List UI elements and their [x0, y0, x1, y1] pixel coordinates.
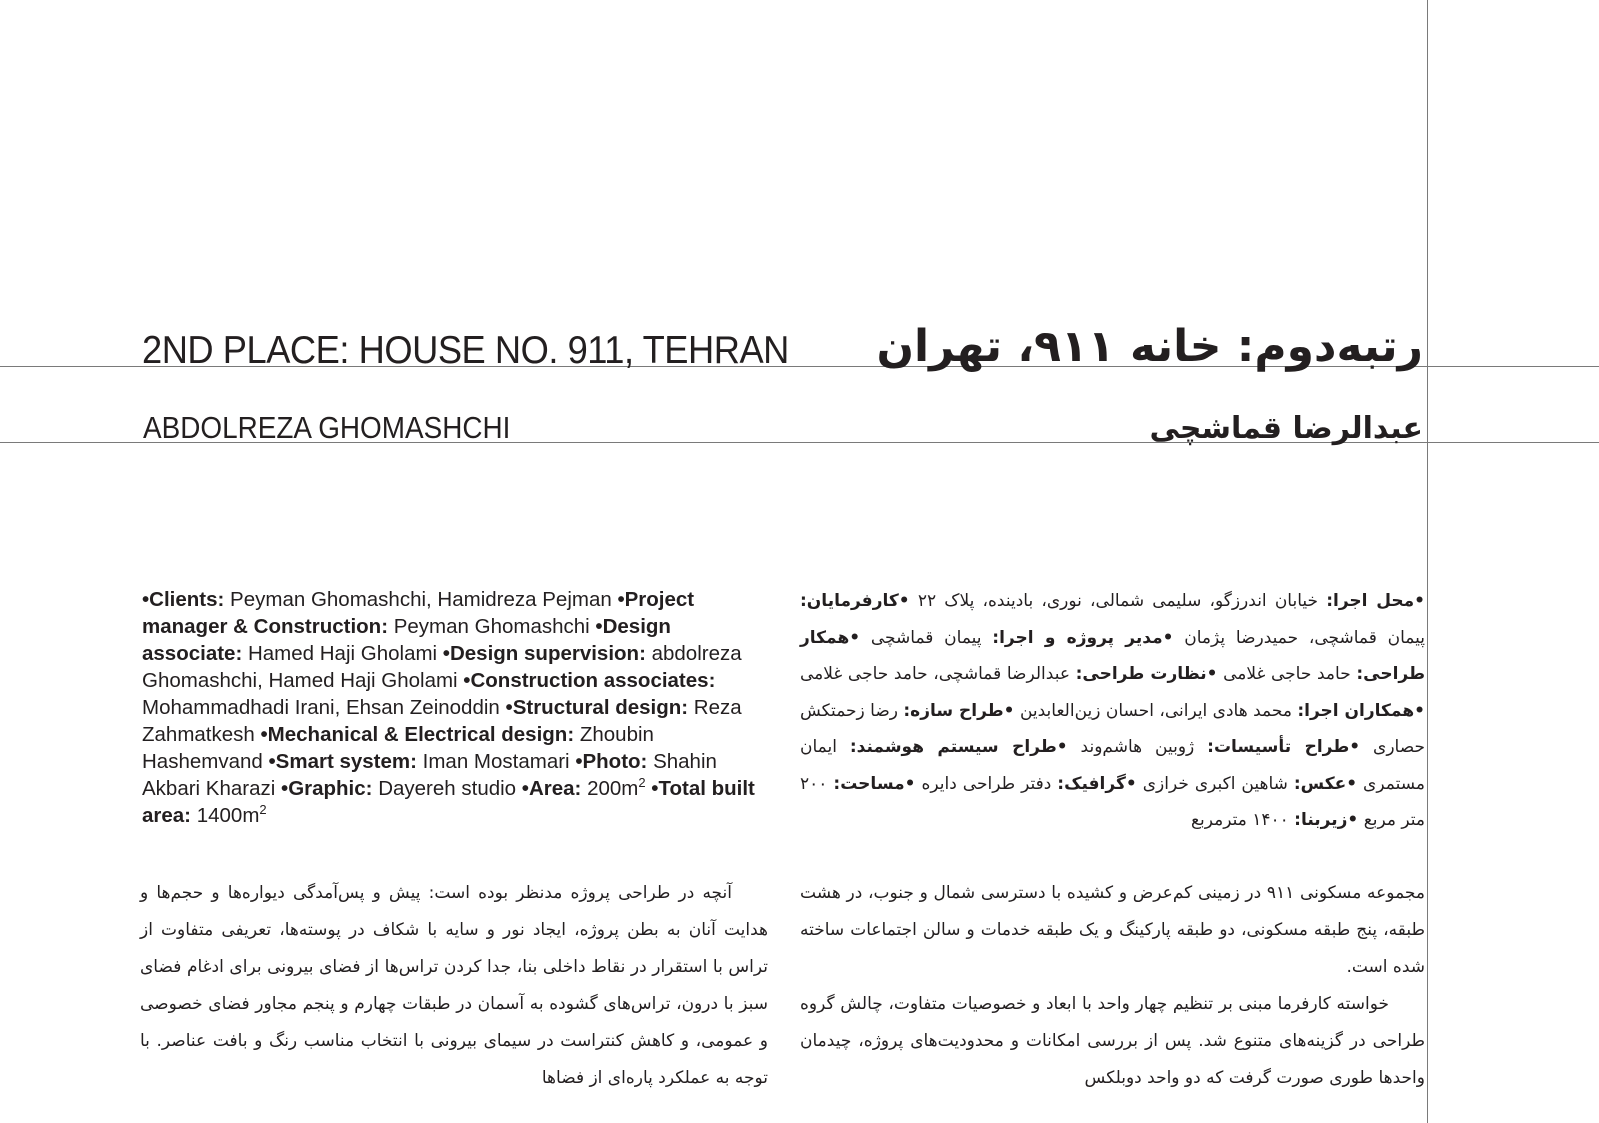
- credit-label: •Smart system:: [268, 750, 417, 773]
- credit-label: •گرافیک:: [1057, 773, 1137, 794]
- credit-value: 200m: [581, 777, 639, 800]
- paragraph: خواسته کارفرما مبنی بر تنظیم چهار واحد با ابعاد و خصوصیات متفاوت، چالش گروه طراحی در گزینه‌های متنوع شد. پس از بررسی امکانات و محدودیت‌های پروژه، چیدمان واحدها طوری صورت گرفت که دو واحد دوبلکس: [800, 994, 1425, 1088]
- credit-label: •Construction associates:: [463, 669, 716, 692]
- credit-value: پیمان قماشچی، حمیدرضا پژمان: [1173, 627, 1425, 648]
- author-name-english: ABDOLREZA GHOMASHCHI: [143, 410, 511, 445]
- credit-label: •Structural design:: [505, 696, 689, 719]
- credit-label: •Mechanical & Electrical design:: [260, 723, 575, 746]
- credit-label: •Design associate:: [142, 615, 671, 665]
- paragraph: آنچه در طراحی پروژه مدنظر بوده است: پیش و پس‌آمدگی دیواره‌ها و حجم‌ها و هدایت آنان به بطن پروژه، ایجاد نور و سایه با شکاف در پوسته‌ها، تعریفی متفاوت از تراس با استقرار در نقاط داخلی بنا، جدا کردن تراس‌ها از فضای بیرونی برای ادغام فضای سبز با درون، تراس‌های گشوده به آسمان در طبقات چهارم و پنجم مجاور فضای خصوصی و عمومی، و کاهش کنتراست در سیمای بیرونی با انتخاب مناسب رنگ و بافت عناصر. با توجه به عملکرد پاره‌ای از فضاها: [140, 883, 768, 1088]
- credit-value: abdolreza Ghomashchi, Hamed Haji Gholami: [142, 642, 742, 692]
- body-text-column-left: [140, 875, 768, 1097]
- author-name-persian: عبدالرضا قماشچی: [1149, 411, 1423, 446]
- credit-label: •Total built area:: [142, 777, 755, 827]
- credit-label: •طراح سیستم هوشمند:: [849, 737, 1068, 757]
- credit-value: Hamed Haji Gholami: [242, 642, 443, 665]
- credit-label: •Area:: [521, 777, 582, 800]
- credit-label: •Clients:: [142, 588, 225, 611]
- credit-value: پیمان قماشچی: [860, 627, 993, 648]
- credit-value: دفتر طراحی دایره: [915, 773, 1058, 794]
- credit-value: خیابان اندرزگو، سلیمی شمالی، نوری، بادینده، پلاک ۲۲: [909, 591, 1327, 611]
- credit-label: •مساحت:: [833, 773, 916, 794]
- credit-label: •Photo:: [575, 750, 648, 773]
- body-text-column-right: [800, 875, 1425, 1097]
- page-title-english: 2ND PLACE: HOUSE NO. 911, TEHRAN: [142, 329, 789, 372]
- credit-label: •نظارت طراحی:: [1075, 664, 1218, 684]
- credit-label: •همکاران اجرا:: [1297, 700, 1425, 721]
- credit-value: 1400m: [191, 804, 260, 827]
- credit-value: Peyman Ghomashchi, Hamidreza Pejman: [224, 588, 618, 611]
- credit-value: حامد حاجی غلامی: [1217, 664, 1357, 684]
- paragraph: مجموعه مسکونی ۹۱۱ در زمینی کم‌عرض و کشیده با دسترسی شمال و جنوب، در هشت طبقه، پنج طبقه مسکونی، دو طبقه پارکینگ و یک طبقه خدمات و سالن اجتماعات ساخته شده است.: [800, 883, 1425, 977]
- credit-label: •همکار طراحی:: [800, 627, 1425, 684]
- credit-value: شاهین اکبری خرازی: [1136, 773, 1294, 794]
- credit-label: •عکس:: [1293, 773, 1358, 794]
- credit-value: Dayereh studio: [372, 777, 522, 800]
- credit-value: Peyman Ghomashchi: [388, 615, 596, 638]
- credit-value: ایمان مستمری: [800, 737, 1425, 794]
- credit-label: •زیربنا:: [1294, 810, 1359, 830]
- credit-value: ۲۰۰ متر مربع: [800, 773, 1425, 830]
- credit-value: رضا زحمتکش حصاری: [800, 700, 1425, 757]
- project-credits-english: [142, 586, 770, 829]
- credit-value: Reza Zahmatkesh: [142, 696, 742, 746]
- column-divider-vertical: [1427, 0, 1428, 1123]
- credit-value: عبدالرضا قماشچی، حامد حاجی غلامی: [800, 664, 1076, 684]
- credit-value: Zhoubin Hashemvand: [142, 723, 654, 773]
- credit-label: •محل اجرا:: [1326, 591, 1426, 611]
- credit-value: محمد هادی ایرانی، احسان زین‌العابدین: [1014, 700, 1298, 721]
- superscript: 2: [259, 802, 267, 817]
- credit-label: •Graphic:: [281, 777, 373, 800]
- credit-value: ژوبین هاشم‌وند: [1067, 737, 1208, 757]
- page-title-persian: رتبه‌دوم: خانه ۹۱۱، تهران: [876, 321, 1423, 372]
- credit-label: •Design supervision:: [442, 642, 646, 665]
- credit-value: Iman Mostamari: [416, 750, 576, 773]
- superscript: 2: [638, 775, 646, 790]
- credit-label: •Project manager & Construction:: [142, 588, 695, 638]
- credit-value: Mohammadhadi Irani, Ehsan Zeinoddin: [142, 696, 506, 719]
- credit-label: •طراح تأسیسات:: [1207, 737, 1361, 757]
- credit-value: Shahin Akbari Kharazi: [142, 750, 717, 800]
- credit-label: •طراح سازه:: [903, 700, 1015, 721]
- credit-value: ۱۴۰۰ مترمربع: [1190, 810, 1295, 830]
- credit-label: •کارفرمایان:: [800, 591, 910, 611]
- project-credits-persian: [800, 583, 1425, 839]
- credit-label: •مدیر پروژه و اجرا:: [992, 627, 1174, 648]
